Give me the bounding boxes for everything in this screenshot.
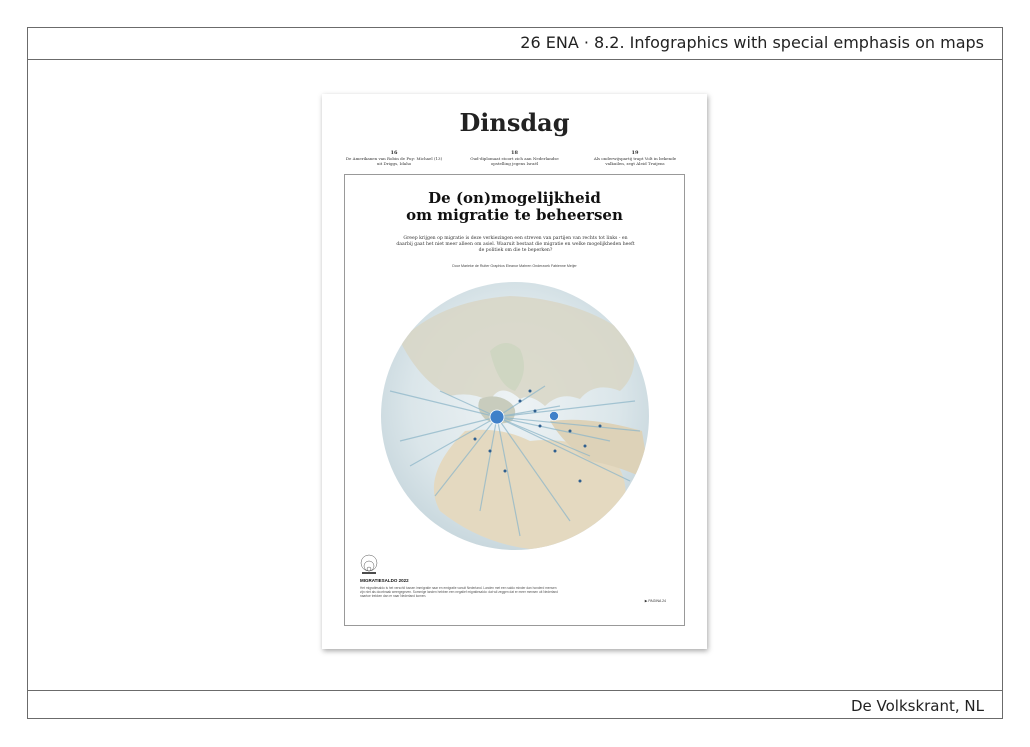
newspaper-page xyxy=(322,94,707,649)
map-size-legend xyxy=(360,553,382,575)
header-divider xyxy=(27,59,1003,60)
article-byline: Door Marieke de Ruiter Graphics Eleanor Mahren Onderzoek Fabienne Meijer xyxy=(452,264,577,268)
slide-footer-source: De Volkskrant, NL xyxy=(850,697,984,715)
origin-marker-large xyxy=(490,410,504,424)
map-legend-text: Het migratiesaldo is het verschil tussen immigratie naar en emigratie vanuit Nederland. Landen met een saldo minder dan honderd mensen zijn niet als doorbraak weergegeven. Sommige landen hebben een negatief migratiesaldo: dat wil zeggen dat er meer mensen uit Nederland naartoe trekken dan er naar Nederland komen. xyxy=(360,586,558,598)
teaser-item: 18 Oud-diplomaat stoort zich aan Nederlandse opstelling jegens Israël xyxy=(470,150,559,166)
article-intro: Greep krijgen op migratie is deze verkiezingen een streven van partijen van rechts tot links - en daarbij gaat het niet meer alleen om asiel. Waaruit bestaat die migratie en welke mogelijkheden heeft de politiek om die te beperken? xyxy=(396,236,635,253)
teaser-row xyxy=(344,151,685,166)
slide-header-title: 26 ENA · 8.2. Infographics with special emphasis on maps xyxy=(520,33,984,52)
map-legend-title: MIGRATIESALDO 2022 xyxy=(360,578,409,583)
article-headline: De (on)mogelijkheid om migratie te beheersen xyxy=(406,189,623,224)
teaser-item: 19 Als onderwijspartij trapt Volt in bekende valkuilen, zegt Aleid Truijens xyxy=(593,150,677,166)
migration-globe-map xyxy=(380,281,651,552)
section-masthead: Dinsdag xyxy=(459,108,570,137)
footer-divider xyxy=(27,690,1003,691)
page-reference: ▶ PAGINA 24 xyxy=(644,599,666,603)
teaser-item: 16 De Amerikanen van Robin de Puy: Michael (13) uit Driggs, Idaho xyxy=(345,150,443,166)
article-box xyxy=(344,174,685,626)
origin-marker-medium xyxy=(550,412,559,421)
